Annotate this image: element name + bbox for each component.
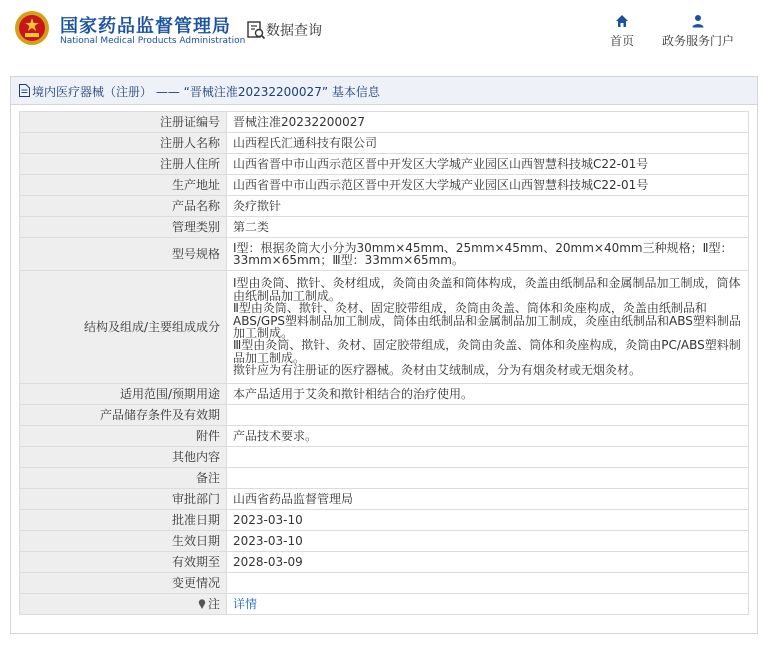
row-label: 其他内容 xyxy=(20,447,227,468)
row-value: 山西程氏汇通科技有限公司 xyxy=(227,133,749,154)
row-value: 2028-03-09 xyxy=(227,552,749,573)
row-value xyxy=(227,271,749,384)
row-value xyxy=(227,405,749,426)
table-row xyxy=(20,447,749,468)
table-row xyxy=(20,489,749,510)
table-row xyxy=(20,510,749,531)
home-icon xyxy=(615,14,629,28)
row-label: 附件 xyxy=(20,426,227,447)
row-value: 灸疗揿针 xyxy=(227,196,749,217)
table-row xyxy=(20,217,749,238)
row-label: 审批部门 xyxy=(20,489,227,510)
table-row xyxy=(20,405,749,426)
row-label: 注册证编号 xyxy=(20,112,227,133)
data-query-icon xyxy=(246,20,266,40)
row-value xyxy=(227,468,749,489)
details-link[interactable]: 详情 xyxy=(233,596,258,611)
row-label-note xyxy=(20,594,227,615)
structure-line: Ⅲ型由灸筒、揿针、灸材、固定胶带组成，灸筒由灸盖、筒体和灸座构成，灸筒由PC/ABS塑料制品加工制成。 xyxy=(233,338,741,365)
note-label: 注 xyxy=(207,596,220,611)
row-label: 变更情况 xyxy=(20,573,227,594)
row-label: 批准日期 xyxy=(20,510,227,531)
table-row xyxy=(20,133,749,154)
table-row xyxy=(20,196,749,217)
nav-home[interactable] xyxy=(604,14,640,49)
panel-title: 境内医疗器械（注册） —— “晋械注准20232200027” 基本信息 xyxy=(32,85,380,99)
national-emblem-icon xyxy=(14,10,50,46)
row-label: 注册人住所 xyxy=(20,154,227,175)
table-row xyxy=(20,238,749,271)
table-row xyxy=(20,271,749,384)
row-value xyxy=(227,594,749,615)
row-value xyxy=(227,573,749,594)
row-value: 产品技术要求。 xyxy=(227,426,749,447)
table-row xyxy=(20,594,749,615)
info-table xyxy=(19,111,749,615)
nav-home-label: 首页 xyxy=(609,34,634,48)
table-row xyxy=(20,531,749,552)
table-row xyxy=(20,384,749,405)
row-value: 2023-03-10 xyxy=(227,531,749,552)
row-label: 注册人名称 xyxy=(20,133,227,154)
row-value: 第二类 xyxy=(227,217,749,238)
nav-service-portal[interactable] xyxy=(660,14,736,49)
nav-service-label: 政务服务门户 xyxy=(661,34,734,48)
table-row xyxy=(20,573,749,594)
table-row xyxy=(20,426,749,447)
row-label: 备注 xyxy=(20,468,227,489)
row-value: Ⅰ型：根据灸筒大小分为30mm×45mm、25mm×45mm、20mm×40mm三种规格；Ⅱ型：33mm×65mm；Ⅲ型：33mm×65mm。 xyxy=(227,238,749,271)
row-value: 晋械注准20232200027 xyxy=(227,112,749,133)
row-label: 管理类别 xyxy=(20,217,227,238)
row-label: 适用范围/预期用途 xyxy=(20,384,227,405)
structure-line: Ⅰ型由灸筒、揿针、灸材组成，灸筒由灸盖和筒体构成，灸盖由纸制品和金属制品加工制成，筒体由纸制品加工制成。 xyxy=(233,276,741,303)
row-value: 山西省晋中市山西示范区晋中开发区大学城产业园区山西智慧科技城C22-01号 xyxy=(227,175,749,196)
data-query-label[interactable]: 数据查询 xyxy=(266,23,322,39)
table-row xyxy=(20,154,749,175)
row-label: 有效期至 xyxy=(20,552,227,573)
row-value: 山西省晋中市山西示范区晋中开发区大学城产业园区山西智慧科技城C22-01号 xyxy=(227,154,749,175)
row-label: 生产地址 xyxy=(20,175,227,196)
panel-header xyxy=(11,77,757,105)
row-value: 本产品适用于艾灸和揿针相结合的治疗使用。 xyxy=(227,384,749,405)
row-label: 产品名称 xyxy=(20,196,227,217)
site-header xyxy=(0,0,766,66)
row-value: 山西省药品监督管理局 xyxy=(227,489,749,510)
row-label: 产品储存条件及有效期 xyxy=(20,405,227,426)
row-label: 结构及组成/主要组成成分 xyxy=(20,271,227,384)
row-value: 2023-03-10 xyxy=(227,510,749,531)
structure-line: Ⅱ型由灸筒、揿针、灸材、固定胶带组成，灸筒由灸盖、筒体和灸座构成，灸盖由纸制品和ABS/GPS塑料制品加工制成，筒体由纸制品和金属制品加工制成，灸座由纸制品和ABS塑料制品加工制成。 xyxy=(233,301,741,340)
structure-line: 揿针应为有注册证的医疗器械。灸材由艾绒制成，分为有烟灸材或无烟灸材。 xyxy=(233,363,642,378)
row-label: 型号规格 xyxy=(20,238,227,271)
row-value xyxy=(227,447,749,468)
table-row xyxy=(20,552,749,573)
table-row xyxy=(20,175,749,196)
logo-title-cn[interactable]: 国家药品监督管理局 xyxy=(60,16,231,37)
pin-icon xyxy=(198,599,206,609)
detail-panel xyxy=(10,76,758,634)
table-row xyxy=(20,468,749,489)
row-label: 生效日期 xyxy=(20,531,227,552)
user-icon xyxy=(691,14,705,28)
document-icon xyxy=(19,84,30,97)
logo-title-en[interactable]: National Medical Products Administration xyxy=(60,36,246,46)
table-row xyxy=(20,112,749,133)
